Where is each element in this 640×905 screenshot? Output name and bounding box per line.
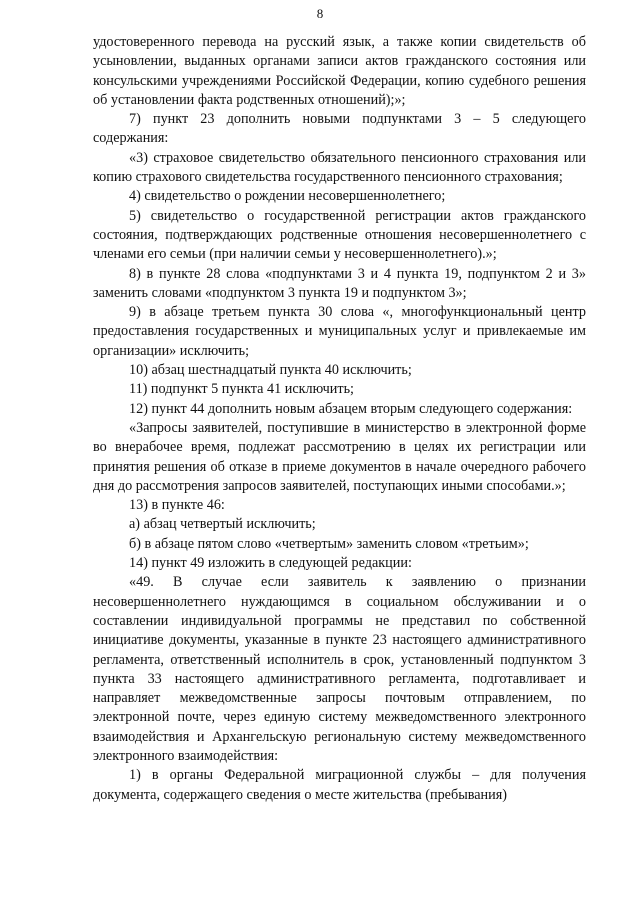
paragraph-11: «Запросы заявителей, поступившие в министерство в электронной форме во внерабочее время, подлежат рассмотрению в целях их регистрации или принятия решения об отказе в приеме документов в начале очередного рабочего дня до рассмотрения запросов заявителей, поступающих иными способами.»; xyxy=(93,419,586,494)
page-number: 8 xyxy=(316,6,324,21)
paragraph-3: «3) страховое свидетельство обязательного пенсионного страхования или копию страхового свидетельства государственного пенсионного страхования; xyxy=(93,149,586,186)
paragraph-5: 5) свидетельство о государственной регистрации актов гражданского состояния, подтверждающих родственные отношения несовершеннолетнего с членами его семьи (при наличии семьи у несовершеннолетнего).»; xyxy=(93,207,586,263)
paragraph-15: 14) пункт 49 изложить в следующей редакции: xyxy=(129,555,412,572)
paragraph-16: «49. В случае если заявитель к заявлению о признании несовершеннолетнего нуждающимся в социальном обслуживании и о составлении индивидуальной программы не представил по собственной инициативе документы, указанные в пункте 23 настоящего административного регламента, ответственный исполнитель в срок, установленный подпунктом 3 пункта 33 настоящего административного регламента, подготавливает и направляет межведомственные запросы почтовым отправлением, по электронной почте, через единую систему межведомственного электронного взаимодействия и Архангельскую региональную систему межведомственного электронного взаимодействия: xyxy=(93,574,586,764)
paragraph-17: 1) в органы Федеральной миграционной службы – для получения документа, содержащего сведения о месте жительства (пребывания) xyxy=(93,767,586,803)
paragraph-6: 8) в пункте 28 слова «подпунктами 3 и 4 пункта 19, подпунктом 2 и 3» заменить словами «подпунктом 3 пункта 19 и подпунктом 3»; xyxy=(93,265,586,301)
paragraph-12: 13) в пункте 46: xyxy=(129,497,225,514)
document-body xyxy=(93,33,586,805)
paragraph-8: 10) абзац шестнадцатый пункта 40 исключить; xyxy=(129,362,412,379)
paragraph-10: 12) пункт 44 дополнить новым абзацем вторым следующего содержания: xyxy=(129,400,573,417)
paragraph-14: б) в абзаце пятом слово «четвертым» заменить словом «третьим»; xyxy=(129,535,529,552)
paragraph-7: 9) в абзаце третьем пункта 30 слова «, многофункциональный центр предоставления государственных и муниципальных услуг и привлекаемые им организации» исключить; xyxy=(93,304,586,359)
paragraph-13: а) абзац четвертый исключить; xyxy=(129,516,316,533)
paragraph-9: 11) подпункт 5 пункта 41 исключить; xyxy=(129,381,354,398)
paragraph-4: 4) свидетельство о рождении несовершеннолетнего; xyxy=(129,188,446,205)
paragraph-2: 7) пункт 23 дополнить новыми подпунктами 3 – 5 следующего содержания: xyxy=(93,111,586,147)
paragraph-1: удостоверенного перевода на русский язык, а также копии свидетельств об усыновлении, выданных органами записи актов гражданского состояния или консульскими учреждениями Российской Федерации, копию судебного решения об установлении факта родственных отношений);»; xyxy=(93,34,586,108)
